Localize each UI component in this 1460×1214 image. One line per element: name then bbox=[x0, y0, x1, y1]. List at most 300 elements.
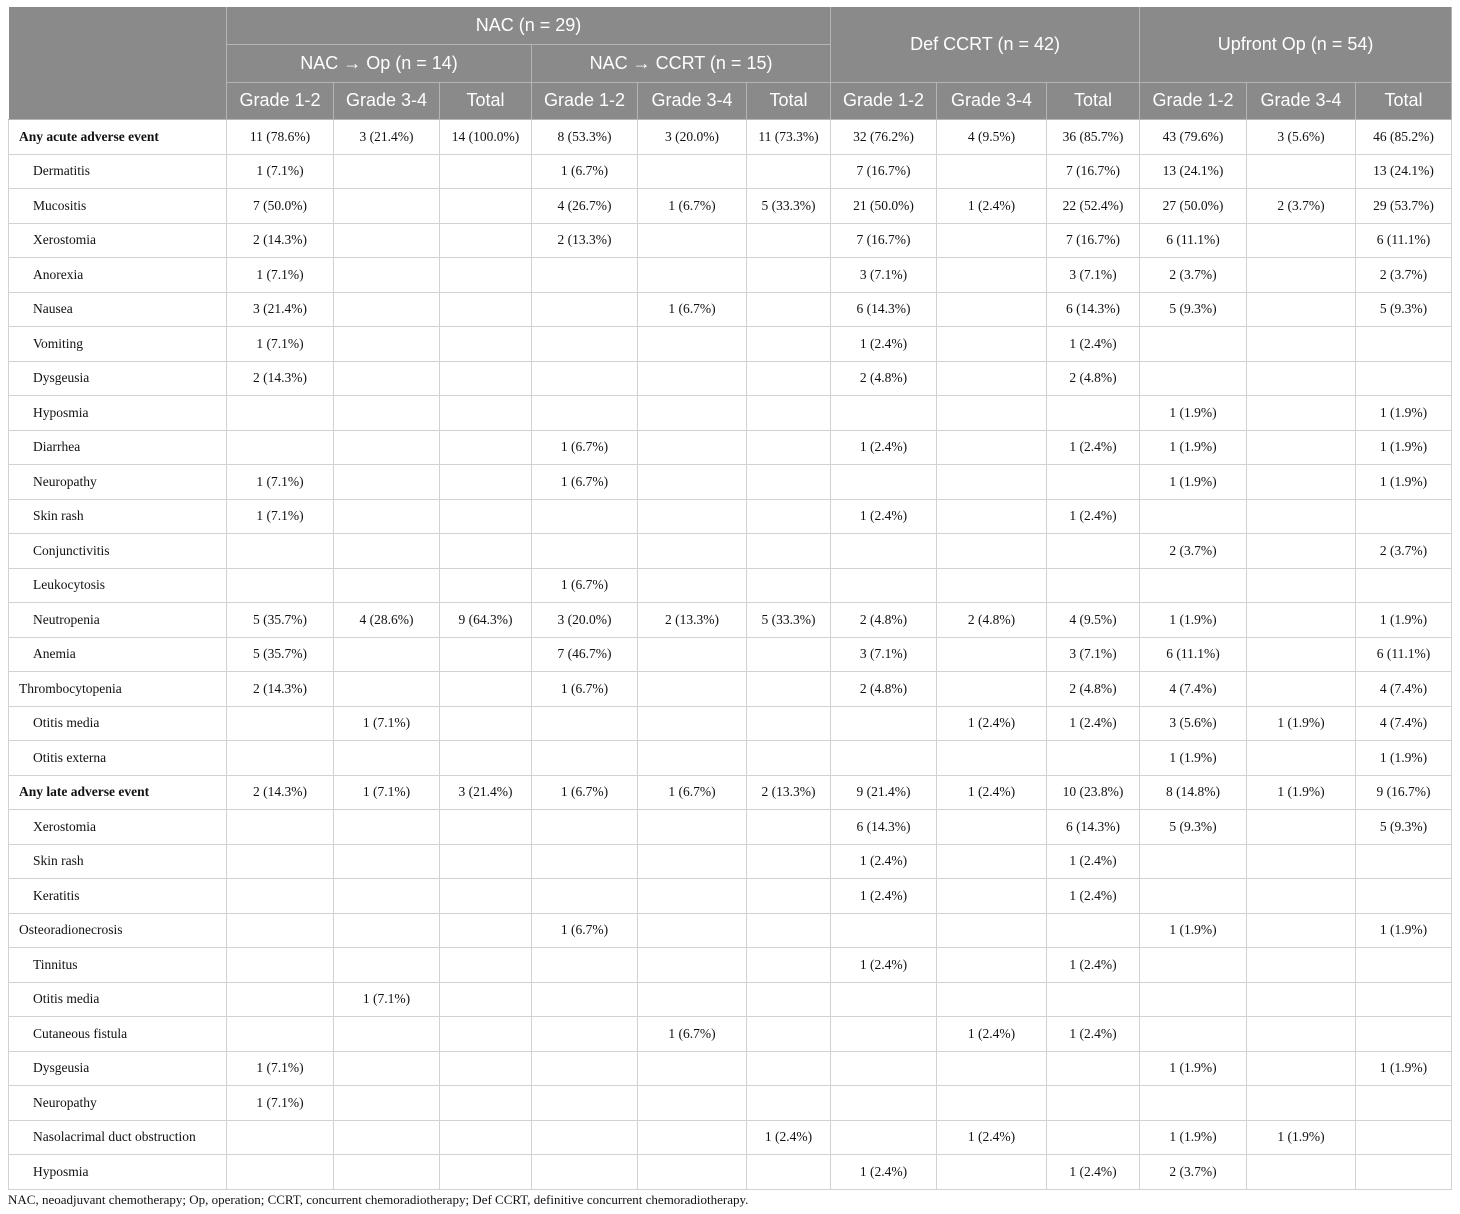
table-cell bbox=[440, 327, 532, 362]
header-grade12: Grade 1-2 bbox=[1140, 83, 1247, 120]
table-cell bbox=[532, 396, 638, 431]
table-cell: 5 (9.3%) bbox=[1356, 292, 1452, 327]
table-cell bbox=[831, 568, 937, 603]
table-cell bbox=[747, 1051, 831, 1086]
table-row bbox=[9, 844, 1452, 879]
header-corner bbox=[9, 7, 227, 120]
table-cell bbox=[532, 361, 638, 396]
table-cell: 8 (14.8%) bbox=[1140, 775, 1247, 810]
header-nac-op: NAC → Op (n = 14) bbox=[227, 45, 532, 83]
table-cell bbox=[1140, 1017, 1247, 1052]
table-cell bbox=[831, 1051, 937, 1086]
table-cell bbox=[747, 223, 831, 258]
table-row bbox=[9, 223, 1452, 258]
table-cell bbox=[1247, 465, 1356, 500]
table-cell bbox=[638, 741, 747, 776]
table-cell bbox=[227, 879, 334, 914]
table-row bbox=[9, 810, 1452, 845]
table-cell bbox=[638, 430, 747, 465]
table-cell: 1 (7.1%) bbox=[227, 327, 334, 362]
header-total: Total bbox=[747, 83, 831, 120]
table-cell bbox=[227, 534, 334, 569]
table-cell bbox=[440, 1086, 532, 1121]
table-cell: 1 (2.4%) bbox=[1047, 879, 1140, 914]
table-cell: 3 (5.6%) bbox=[1247, 120, 1356, 155]
row-label: Conjunctivitis bbox=[9, 534, 227, 569]
table-cell bbox=[334, 258, 440, 293]
table-row bbox=[9, 189, 1452, 224]
header-grade34: Grade 3-4 bbox=[1247, 83, 1356, 120]
table-cell bbox=[227, 706, 334, 741]
table-cell bbox=[937, 913, 1047, 948]
table-cell bbox=[440, 534, 532, 569]
table-cell bbox=[440, 568, 532, 603]
table-cell: 2 (3.7%) bbox=[1140, 1155, 1247, 1190]
table-cell bbox=[334, 810, 440, 845]
table-cell bbox=[1047, 913, 1140, 948]
table-cell bbox=[937, 1155, 1047, 1190]
table-cell bbox=[1140, 879, 1247, 914]
table-cell bbox=[227, 1155, 334, 1190]
table-cell: 1 (7.1%) bbox=[334, 775, 440, 810]
table-cell: 1 (1.9%) bbox=[1356, 1051, 1452, 1086]
table-cell bbox=[1140, 982, 1247, 1017]
table-cell bbox=[747, 879, 831, 914]
table-cell bbox=[532, 879, 638, 914]
table-cell bbox=[747, 465, 831, 500]
table-cell bbox=[440, 361, 532, 396]
table-cell: 3 (7.1%) bbox=[1047, 637, 1140, 672]
table-cell: 1 (1.9%) bbox=[1356, 603, 1452, 638]
table-cell: 4 (28.6%) bbox=[334, 603, 440, 638]
table-cell bbox=[638, 568, 747, 603]
table-row bbox=[9, 327, 1452, 362]
table-cell bbox=[831, 1017, 937, 1052]
table-header bbox=[9, 7, 1452, 120]
table-cell bbox=[638, 706, 747, 741]
table-cell: 3 (21.4%) bbox=[334, 120, 440, 155]
table-cell bbox=[532, 258, 638, 293]
table-cell: 1 (6.7%) bbox=[532, 568, 638, 603]
table-cell bbox=[638, 223, 747, 258]
row-label: Anemia bbox=[9, 637, 227, 672]
table-row bbox=[9, 1086, 1452, 1121]
table-cell bbox=[440, 982, 532, 1017]
table-cell bbox=[334, 396, 440, 431]
table-cell: 7 (16.7%) bbox=[831, 154, 937, 189]
table-cell bbox=[227, 810, 334, 845]
table-cell: 2 (13.3%) bbox=[532, 223, 638, 258]
table-cell bbox=[747, 499, 831, 534]
table-cell: 1 (6.7%) bbox=[532, 913, 638, 948]
table-cell bbox=[1247, 430, 1356, 465]
table-cell bbox=[747, 706, 831, 741]
table-cell: 11 (73.3%) bbox=[747, 120, 831, 155]
row-label: Hyposmia bbox=[9, 1155, 227, 1190]
row-label: Leukocytosis bbox=[9, 568, 227, 603]
table-cell bbox=[937, 948, 1047, 983]
table-cell: 9 (64.3%) bbox=[440, 603, 532, 638]
table-cell: 1 (2.4%) bbox=[831, 499, 937, 534]
table-cell: 1 (2.4%) bbox=[1047, 1017, 1140, 1052]
table-cell bbox=[334, 741, 440, 776]
table-row bbox=[9, 879, 1452, 914]
table-cell: 2 (3.7%) bbox=[1356, 534, 1452, 569]
table-cell: 1 (1.9%) bbox=[1356, 913, 1452, 948]
table-cell: 8 (53.3%) bbox=[532, 120, 638, 155]
table-cell: 2 (3.7%) bbox=[1140, 534, 1247, 569]
table-cell: 2 (4.8%) bbox=[831, 672, 937, 707]
table-cell bbox=[334, 465, 440, 500]
table-cell bbox=[638, 258, 747, 293]
table-cell bbox=[1140, 844, 1247, 879]
table-cell: 1 (6.7%) bbox=[532, 775, 638, 810]
table-cell bbox=[937, 430, 1047, 465]
table-cell bbox=[1140, 499, 1247, 534]
table-cell: 5 (9.3%) bbox=[1140, 292, 1247, 327]
table-cell: 1 (6.7%) bbox=[638, 775, 747, 810]
table-cell bbox=[638, 810, 747, 845]
table-cell: 1 (7.1%) bbox=[227, 499, 334, 534]
table-cell bbox=[440, 1017, 532, 1052]
table-cell bbox=[1356, 844, 1452, 879]
table-cell bbox=[747, 292, 831, 327]
table-cell: 1 (7.1%) bbox=[227, 258, 334, 293]
table-cell bbox=[440, 913, 532, 948]
table-cell: 2 (4.8%) bbox=[937, 603, 1047, 638]
table-cell bbox=[937, 879, 1047, 914]
table-cell: 2 (13.3%) bbox=[747, 775, 831, 810]
row-label: Nausea bbox=[9, 292, 227, 327]
table-cell bbox=[334, 154, 440, 189]
table-row bbox=[9, 568, 1452, 603]
row-label: Otitis media bbox=[9, 982, 227, 1017]
table-cell bbox=[747, 672, 831, 707]
table-cell bbox=[747, 741, 831, 776]
header-grade12: Grade 1-2 bbox=[831, 83, 937, 120]
row-label: Dermatitis bbox=[9, 154, 227, 189]
table-row bbox=[9, 534, 1452, 569]
row-label: Skin rash bbox=[9, 844, 227, 879]
table-cell bbox=[638, 672, 747, 707]
table-cell bbox=[334, 844, 440, 879]
table-cell: 10 (23.8%) bbox=[1047, 775, 1140, 810]
table-cell bbox=[747, 327, 831, 362]
table-cell: 2 (3.7%) bbox=[1247, 189, 1356, 224]
table-cell: 2 (4.8%) bbox=[831, 361, 937, 396]
table-cell: 1 (2.4%) bbox=[937, 1120, 1047, 1155]
table-cell bbox=[638, 844, 747, 879]
table-cell bbox=[638, 327, 747, 362]
table-cell bbox=[937, 810, 1047, 845]
table-cell bbox=[1047, 534, 1140, 569]
table-cell: 4 (7.4%) bbox=[1140, 672, 1247, 707]
table-cell: 6 (11.1%) bbox=[1356, 223, 1452, 258]
table-cell bbox=[440, 810, 532, 845]
table-cell bbox=[227, 1017, 334, 1052]
table-cell bbox=[440, 465, 532, 500]
table-cell bbox=[334, 568, 440, 603]
table-cell bbox=[638, 913, 747, 948]
table-cell: 1 (1.9%) bbox=[1140, 465, 1247, 500]
table-cell bbox=[937, 844, 1047, 879]
row-label: Vomiting bbox=[9, 327, 227, 362]
table-cell: 1 (2.4%) bbox=[1047, 327, 1140, 362]
table-cell bbox=[334, 672, 440, 707]
table-footnote: NAC, neoadjuvant chemotherapy; Op, operation; CCRT, concurrent chemoradiotherapy; Def CCRT, definitive concurrent chemoradiotherapy. bbox=[8, 1192, 749, 1207]
table-cell bbox=[440, 430, 532, 465]
table-cell bbox=[1356, 1120, 1452, 1155]
table-cell: 7 (16.7%) bbox=[1047, 154, 1140, 189]
table-cell bbox=[831, 1086, 937, 1121]
table-cell: 3 (7.1%) bbox=[831, 637, 937, 672]
table-cell bbox=[1356, 1086, 1452, 1121]
table-cell: 2 (14.3%) bbox=[227, 223, 334, 258]
table-cell: 36 (85.7%) bbox=[1047, 120, 1140, 155]
row-label: Neuropathy bbox=[9, 1086, 227, 1121]
table-cell bbox=[334, 430, 440, 465]
table-cell: 1 (1.9%) bbox=[1247, 775, 1356, 810]
table-cell bbox=[747, 154, 831, 189]
table-cell bbox=[440, 292, 532, 327]
table-cell: 1 (2.4%) bbox=[1047, 706, 1140, 741]
row-label: Nasolacrimal duct obstruction bbox=[9, 1120, 227, 1155]
row-label: Neuropathy bbox=[9, 465, 227, 500]
row-label: Any acute adverse event bbox=[9, 120, 227, 155]
table-cell bbox=[334, 223, 440, 258]
table-cell bbox=[532, 1120, 638, 1155]
table-cell bbox=[334, 1086, 440, 1121]
table-cell: 1 (6.7%) bbox=[638, 292, 747, 327]
table-cell: 2 (3.7%) bbox=[1356, 258, 1452, 293]
table-cell: 3 (21.4%) bbox=[440, 775, 532, 810]
row-label: Dysgeusia bbox=[9, 361, 227, 396]
table-cell bbox=[747, 1086, 831, 1121]
table-cell bbox=[1247, 396, 1356, 431]
table-cell: 6 (11.1%) bbox=[1140, 637, 1247, 672]
table-cell: 3 (5.6%) bbox=[1140, 706, 1247, 741]
table-cell bbox=[638, 1051, 747, 1086]
table-cell bbox=[227, 948, 334, 983]
table-cell bbox=[831, 1120, 937, 1155]
table-row bbox=[9, 982, 1452, 1017]
table-cell bbox=[440, 1155, 532, 1190]
table-row bbox=[9, 741, 1452, 776]
table-cell: 6 (14.3%) bbox=[831, 810, 937, 845]
table-cell bbox=[1140, 948, 1247, 983]
table-row bbox=[9, 706, 1452, 741]
table-cell: 7 (16.7%) bbox=[831, 223, 937, 258]
table-cell bbox=[1047, 568, 1140, 603]
row-label: Otitis externa bbox=[9, 741, 227, 776]
table-cell: 1 (2.4%) bbox=[1047, 430, 1140, 465]
table-cell bbox=[1247, 948, 1356, 983]
table-cell: 4 (26.7%) bbox=[532, 189, 638, 224]
header-grade12: Grade 1-2 bbox=[227, 83, 334, 120]
header-total: Total bbox=[1047, 83, 1140, 120]
table-cell bbox=[937, 223, 1047, 258]
table-cell bbox=[334, 879, 440, 914]
table-cell: 22 (52.4%) bbox=[1047, 189, 1140, 224]
table-cell bbox=[532, 1155, 638, 1190]
table-cell: 1 (1.9%) bbox=[1247, 706, 1356, 741]
table-cell: 7 (46.7%) bbox=[532, 637, 638, 672]
row-label: Hyposmia bbox=[9, 396, 227, 431]
table-cell: 4 (7.4%) bbox=[1356, 706, 1452, 741]
table-cell bbox=[638, 982, 747, 1017]
table-cell bbox=[1247, 672, 1356, 707]
table-cell bbox=[831, 534, 937, 569]
table-cell bbox=[747, 534, 831, 569]
table-cell bbox=[937, 568, 1047, 603]
table-cell bbox=[1140, 568, 1247, 603]
table-cell: 2 (4.8%) bbox=[1047, 672, 1140, 707]
table-cell bbox=[831, 913, 937, 948]
table-cell bbox=[440, 637, 532, 672]
row-label: Skin rash bbox=[9, 499, 227, 534]
table-cell bbox=[532, 327, 638, 362]
table-cell bbox=[532, 810, 638, 845]
table-cell bbox=[440, 258, 532, 293]
header-grade34: Grade 3-4 bbox=[638, 83, 747, 120]
row-label: Mucositis bbox=[9, 189, 227, 224]
table-cell bbox=[831, 706, 937, 741]
row-label: Any late adverse event bbox=[9, 775, 227, 810]
table-row bbox=[9, 430, 1452, 465]
table-body bbox=[9, 120, 1452, 1190]
table-cell bbox=[937, 1051, 1047, 1086]
table-cell: 3 (20.0%) bbox=[532, 603, 638, 638]
header-grade34: Grade 3-4 bbox=[937, 83, 1047, 120]
table-cell: 43 (79.6%) bbox=[1140, 120, 1247, 155]
table-cell bbox=[638, 948, 747, 983]
table-cell: 1 (7.1%) bbox=[334, 706, 440, 741]
table-cell bbox=[747, 258, 831, 293]
table-cell: 21 (50.0%) bbox=[831, 189, 937, 224]
table-row bbox=[9, 1120, 1452, 1155]
table-cell bbox=[334, 1120, 440, 1155]
table-cell bbox=[440, 189, 532, 224]
table-cell bbox=[1356, 982, 1452, 1017]
table-cell: 1 (2.4%) bbox=[937, 189, 1047, 224]
table-cell bbox=[1047, 465, 1140, 500]
table-cell bbox=[1140, 327, 1247, 362]
table-cell: 14 (100.0%) bbox=[440, 120, 532, 155]
table-cell bbox=[227, 430, 334, 465]
table-cell bbox=[1247, 292, 1356, 327]
table-cell bbox=[334, 1051, 440, 1086]
table-cell: 13 (24.1%) bbox=[1140, 154, 1247, 189]
table-cell: 1 (2.4%) bbox=[1047, 948, 1140, 983]
table-cell bbox=[747, 982, 831, 1017]
table-cell: 5 (9.3%) bbox=[1140, 810, 1247, 845]
table-cell bbox=[747, 396, 831, 431]
table-cell bbox=[334, 534, 440, 569]
table-cell bbox=[227, 396, 334, 431]
table-cell bbox=[1356, 499, 1452, 534]
table-cell: 6 (14.3%) bbox=[1047, 810, 1140, 845]
table-row bbox=[9, 361, 1452, 396]
table-cell bbox=[334, 1017, 440, 1052]
table-cell bbox=[831, 465, 937, 500]
table-row bbox=[9, 396, 1452, 431]
table-cell bbox=[1356, 1155, 1452, 1190]
table-cell bbox=[1247, 879, 1356, 914]
header-def-ccrt: Def CCRT (n = 42) bbox=[831, 7, 1140, 83]
table-cell bbox=[334, 948, 440, 983]
table-row bbox=[9, 499, 1452, 534]
table-cell: 1 (7.1%) bbox=[334, 982, 440, 1017]
table-cell bbox=[638, 637, 747, 672]
table-cell bbox=[937, 741, 1047, 776]
header-upfront-op: Upfront Op (n = 54) bbox=[1140, 7, 1452, 83]
table-cell bbox=[1356, 327, 1452, 362]
table-cell bbox=[937, 396, 1047, 431]
table-cell bbox=[334, 327, 440, 362]
table-cell bbox=[440, 672, 532, 707]
table-cell bbox=[937, 534, 1047, 569]
table-cell: 1 (2.4%) bbox=[747, 1120, 831, 1155]
table-cell: 2 (3.7%) bbox=[1140, 258, 1247, 293]
table-cell bbox=[937, 499, 1047, 534]
table-cell: 7 (50.0%) bbox=[227, 189, 334, 224]
table-cell bbox=[638, 499, 747, 534]
table-cell bbox=[440, 154, 532, 189]
table-row bbox=[9, 672, 1452, 707]
table-cell bbox=[1047, 982, 1140, 1017]
table-cell bbox=[747, 637, 831, 672]
table-cell: 1 (7.1%) bbox=[227, 154, 334, 189]
table-cell bbox=[1356, 879, 1452, 914]
table-cell bbox=[1247, 603, 1356, 638]
row-label: Anorexia bbox=[9, 258, 227, 293]
table-cell bbox=[227, 741, 334, 776]
table-cell bbox=[334, 292, 440, 327]
table-cell bbox=[1247, 361, 1356, 396]
table-cell: 3 (21.4%) bbox=[227, 292, 334, 327]
table-cell bbox=[937, 637, 1047, 672]
table-cell: 2 (14.3%) bbox=[227, 672, 334, 707]
table-cell bbox=[1247, 154, 1356, 189]
table-cell bbox=[1247, 810, 1356, 845]
table-cell bbox=[532, 1086, 638, 1121]
table-cell: 1 (1.9%) bbox=[1356, 396, 1452, 431]
table-cell: 6 (14.3%) bbox=[1047, 292, 1140, 327]
table-cell bbox=[747, 913, 831, 948]
table-cell: 46 (85.2%) bbox=[1356, 120, 1452, 155]
table-cell bbox=[1247, 223, 1356, 258]
table-cell bbox=[227, 982, 334, 1017]
table-cell bbox=[227, 844, 334, 879]
table-cell bbox=[1247, 499, 1356, 534]
table-cell: 4 (7.4%) bbox=[1356, 672, 1452, 707]
table-cell bbox=[638, 1086, 747, 1121]
table-cell bbox=[1047, 741, 1140, 776]
table-cell bbox=[1356, 568, 1452, 603]
table-cell: 2 (4.8%) bbox=[1047, 361, 1140, 396]
table-cell bbox=[1047, 396, 1140, 431]
table-cell: 1 (1.9%) bbox=[1356, 430, 1452, 465]
table-cell bbox=[747, 568, 831, 603]
table-cell: 1 (2.4%) bbox=[831, 327, 937, 362]
table-cell bbox=[831, 741, 937, 776]
table-cell bbox=[1356, 948, 1452, 983]
table-cell: 9 (21.4%) bbox=[831, 775, 937, 810]
table-cell bbox=[747, 1017, 831, 1052]
table-row bbox=[9, 258, 1452, 293]
table-cell: 1 (6.7%) bbox=[532, 430, 638, 465]
table-cell: 2 (4.8%) bbox=[831, 603, 937, 638]
